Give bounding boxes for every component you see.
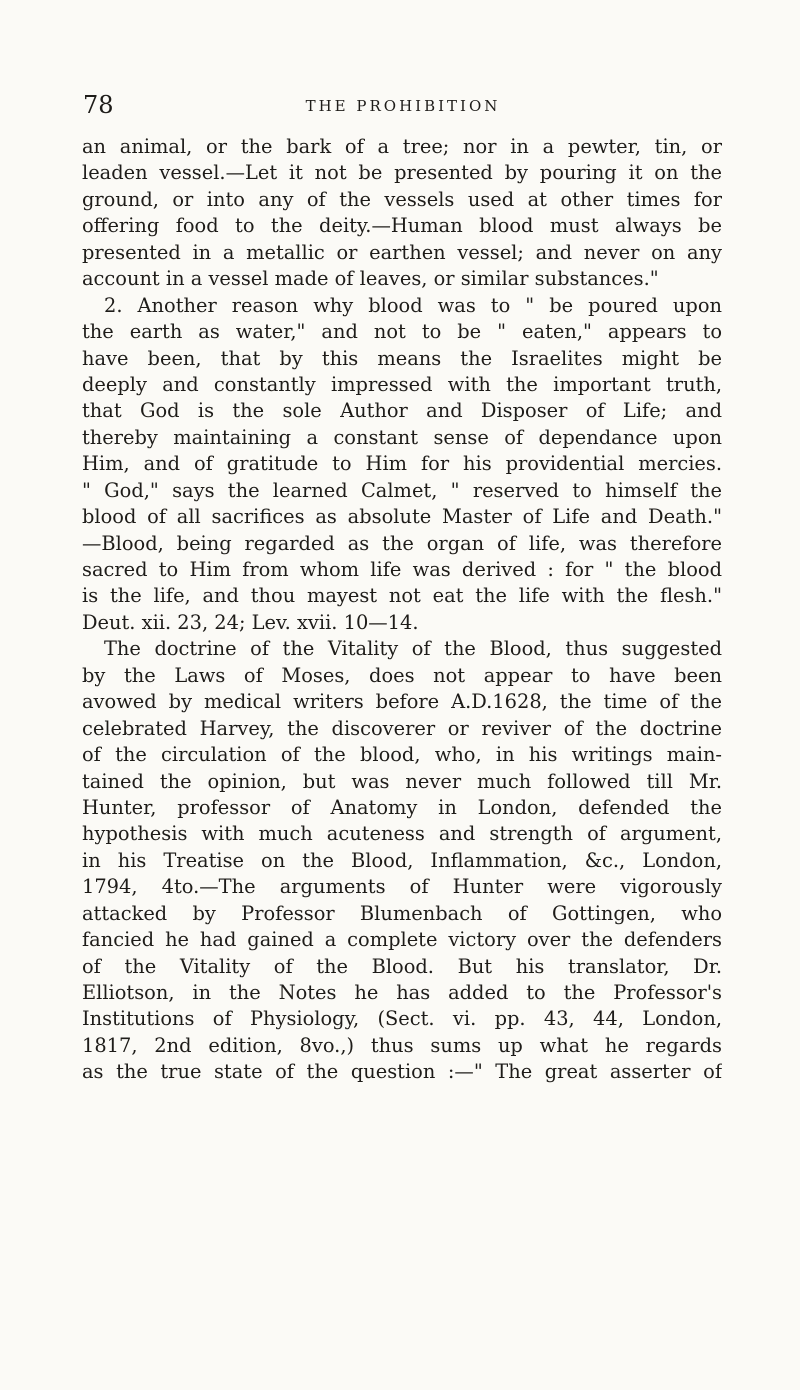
page-number: 78 [83,91,114,119]
text-line: Deut. xii. 23, 24; Lev. xvii. 10—14. [82,610,419,634]
running-title: THE PROHIBITION [305,97,501,115]
text-line: 1794, 4to.—The arguments of Hunter were vigorously [82,875,722,899]
text-line: have been, that by this means the Israelites might be [82,346,722,370]
text-line: the earth as water," and not to be " eaten," appears to [82,320,722,344]
text-line: of the Vitality of the Blood. But his translator, Dr. [82,954,722,978]
text-line: —Blood, being regarded as the organ of life, was therefore [82,531,722,555]
text-line: tained the opinion, but was never much followed till Mr. [82,769,722,793]
page-header [83,90,723,120]
text-line: " God," says the learned Calmet, " reserved to himself the [82,478,722,502]
text-line: hypothesis with much acuteness and strength of argument, [82,822,722,846]
text-line: 1817, 2nd edition, 8vo.,) thus sums up what he regards [82,1033,722,1057]
text-line: ground, or into any of the vessels used at other times for [82,187,722,211]
text-line: The doctrine of the Vitality of the Blood, thus suggested [104,637,722,661]
text-line: of the circulation of the blood, who, in his writings main- [82,743,722,767]
text-line: thereby maintaining a constant sense of dependance upon [82,425,722,449]
text-line: Him, and of gratitude to Him for his providential mercies. [82,452,722,476]
text-line: 2. Another reason why blood was to " be poured upon [104,293,722,317]
text-line: deeply and constantly impressed with the important truth, [82,372,722,396]
text-line: account in a vessel made of leaves, or similar substances." [82,267,659,291]
text-line: leaden vessel.—Let it not be presented by pouring it on the [82,161,722,185]
body-text [82,134,722,1086]
text-line: Institutions of Physiology, (Sect. vi. pp. 43, 44, London, [82,1007,722,1031]
text-line: as the true state of the question :—" The great asserter of [82,1060,722,1084]
text-line: in his Treatise on the Blood, Inflammation, &c., London, [82,848,722,872]
text-line: by the Laws of Moses, does not appear to have been [82,663,722,687]
text-line: presented in a metallic or earthen vessel; and never on any [82,240,722,264]
text-line: is the life, and thou mayest not eat the life with the flesh." [82,584,722,608]
text-line: blood of all sacrifices as absolute Master of Life and Death." [82,505,722,529]
text-line: an animal, or the bark of a tree; nor in a pewter, tin, or [82,135,722,158]
text-line: Elliotson, in the Notes he has added to the Professor's [82,981,722,1004]
text-line: Hunter, professor of Anatomy in London, defended the [82,795,722,819]
text-line: that God is the sole Author and Disposer of Life; and [82,399,722,423]
text-line: fancied he had gained a complete victory over the defenders [82,928,722,952]
text-line: avowed by medical writers before A.D.1628, the time of the [82,690,722,714]
text-line: attacked by Professor Blumenbach of Gottingen, who [82,901,722,925]
text-line: celebrated Harvey, the discoverer or reviver of the doctrine [82,716,722,740]
text-line: sacred to Him from whom life was derived : for " the blood [82,558,722,581]
text-line: offering food to the deity.—Human blood must always be [82,214,722,238]
